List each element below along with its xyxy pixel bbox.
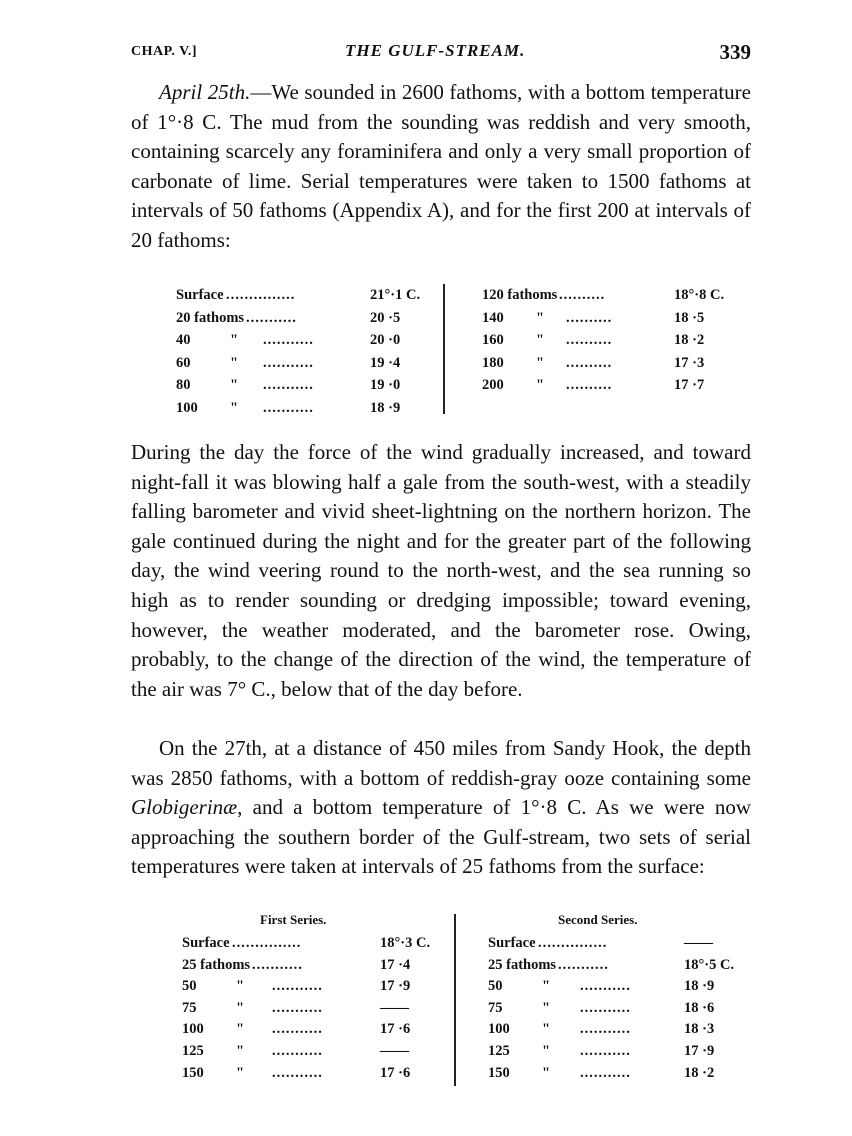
ditto-mark: " (542, 1021, 551, 1038)
ditto-mark: " (236, 999, 245, 1016)
leader-dots: .......... (566, 309, 613, 326)
ditto-mark: " (236, 978, 245, 995)
running-header (131, 40, 751, 66)
serial-temperature-table-2 (182, 912, 762, 1092)
leader-dots: ........... (580, 1021, 631, 1038)
page-title: THE GULF-STREAM. (345, 41, 526, 60)
ditto-mark: " (230, 377, 239, 394)
temperature-value: 18°·3 C. (380, 935, 431, 951)
leader-dots: ........... (580, 999, 631, 1016)
serial-temperature-table-1 (176, 284, 736, 420)
row-label: 200 (482, 377, 504, 394)
leader-dots: .......... (566, 377, 613, 394)
row-label: 60 (176, 354, 191, 371)
temperature-value: 18 ·9 (370, 400, 401, 416)
row-label: 120 fathoms (482, 287, 558, 303)
leader-dots: ........... (272, 1043, 323, 1059)
row-label: 100 (488, 1021, 510, 1038)
first-series-title: First Series. (260, 912, 327, 927)
leader-dots: ........... (272, 1064, 323, 1081)
leader-dots: ........... (580, 1064, 631, 1081)
leader-dots: .......... (559, 287, 606, 303)
leader-dots: ........... (246, 309, 297, 326)
leader-dots: ........... (272, 978, 323, 995)
temperature-value: 20 ·5 (370, 309, 401, 326)
ditto-mark: " (236, 1043, 245, 1059)
ditto-mark: " (536, 309, 545, 326)
temperature-value: 18 ·2 (674, 332, 705, 349)
ditto-mark: " (236, 1064, 245, 1081)
row-label: 150 (488, 1064, 510, 1081)
ditto-mark: " (542, 1043, 551, 1059)
leader-dots: ........... (272, 1021, 323, 1038)
leader-dots: ........... (558, 956, 609, 973)
leader-dots: ........... (263, 400, 314, 416)
row-label: 100 (182, 1021, 204, 1038)
leader-dots: ........... (580, 978, 631, 995)
leader-dots: ............... (226, 287, 296, 303)
column-divider (454, 914, 456, 1086)
temperature-value: 17 ·9 (380, 978, 411, 995)
species-name: Globigerinæ (131, 795, 238, 820)
row-label: 25 fathoms (182, 956, 251, 973)
column-divider (443, 284, 445, 414)
leader-dots: ........... (263, 354, 314, 371)
paragraph-text: —We sounded in 2600 fathoms, with a bottom temperature of 1°·8 C. The mud from the sounding was reddish and very smooth, containing scarcely any foraminifera and only a very small proportion of carbonate of lime. Serial temperatures were taken to 1500 fathoms at intervals of 50 fathoms (Appendix A), and for the first 200 at intervals of 20 fathoms: (131, 80, 751, 252)
ditto-mark: " (542, 1064, 551, 1081)
row-label: 50 (182, 978, 197, 995)
row-label: 20 fathoms (176, 309, 245, 326)
row-label: Surface (182, 935, 230, 951)
temperature-value: 18 ·5 (674, 309, 705, 326)
row-label: 100 (176, 400, 198, 416)
temperature-value: 17 ·3 (674, 354, 705, 371)
temperature-value: 17 ·9 (684, 1043, 715, 1059)
paragraph-text-b: , and a bottom temperature of 1°·8 C. As we were now approaching the southern border of the Gulf-stream, two sets of serial temperatures were taken at intervals of 25 fathoms from the surface: (131, 795, 751, 879)
temperature-value: 18°·8 C. (674, 287, 725, 303)
ditto-mark: " (536, 332, 545, 349)
leader-dots: ........... (252, 956, 303, 973)
temperature-value: 17 ·7 (674, 377, 705, 394)
temperature-value: 18 ·6 (684, 999, 715, 1016)
row-label: 80 (176, 377, 191, 394)
ditto-mark: " (230, 354, 239, 371)
paragraph-27th (131, 734, 751, 882)
leader-dots: ........... (263, 332, 314, 349)
row-label: 125 (488, 1043, 510, 1059)
temperature-value: —— (684, 935, 713, 951)
ditto-mark: " (536, 354, 545, 371)
temperature-value: —— (380, 1043, 409, 1059)
ditto-mark: " (542, 999, 551, 1016)
paragraph-gale (131, 438, 751, 704)
temperature-value: 18 ·3 (684, 1021, 715, 1038)
row-label: 160 (482, 332, 504, 349)
temperature-value: —— (380, 999, 409, 1016)
leader-dots: ........... (272, 999, 323, 1016)
paragraph-text-a: On the 27th, at a distance of 450 miles from Sandy Hook, the depth was 2850 fathoms, with a bottom of reddish-gray ooze containing some (131, 736, 751, 790)
row-label: 140 (482, 309, 504, 326)
page-number: 339 (719, 40, 751, 64)
ditto-mark: " (542, 978, 551, 995)
paragraph-text: During the day the force of the wind gradually increased, and toward night-fall it was blowing half a gale from the south-west, with a steadily falling barometer and vivid sheet-lightning on the northern horizon. The gale continued during the night and for the greater part of the following day, the wind veering round to the north-west, and the sea running so high as to render sounding or dredging impossible; toward evening, however, the weather moderated, and the barometer rose. Owing, probably, to the change of the direction of the wind, the temperature of the air was 7° C., below that of the day before. (131, 440, 751, 701)
temperature-value: 21°·1 C. (370, 287, 421, 303)
date-heading: April 25th. (159, 80, 251, 104)
leader-dots: .......... (566, 354, 613, 371)
temperature-value: 17 ·4 (380, 956, 411, 973)
ditto-mark: " (230, 400, 239, 416)
row-label: 125 (182, 1043, 204, 1059)
temperature-value: 18 ·2 (684, 1064, 715, 1081)
row-label: 180 (482, 354, 504, 371)
row-label: 150 (182, 1064, 204, 1081)
temperature-value: 18°·5 C. (684, 956, 735, 973)
temperature-value: 17 ·6 (380, 1064, 411, 1081)
temperature-value: 19 ·4 (370, 354, 401, 371)
leader-dots: ........... (580, 1043, 631, 1059)
row-label: 75 (182, 999, 197, 1016)
temperature-value: 20 ·0 (370, 332, 401, 349)
row-label: 75 (488, 999, 503, 1016)
second-series-title: Second Series. (558, 912, 638, 927)
row-label: Surface (176, 287, 224, 303)
temperature-value: 18 ·9 (684, 978, 715, 995)
temperature-value: 17 ·6 (380, 1021, 411, 1038)
paragraph-april-25 (131, 78, 751, 256)
row-label: 40 (176, 332, 191, 349)
leader-dots: ............... (538, 935, 608, 951)
leader-dots: .......... (566, 332, 613, 349)
row-label: 50 (488, 978, 503, 995)
temperature-value: 19 ·0 (370, 377, 401, 394)
chapter-label: CHAP. V.] (131, 44, 198, 59)
row-label: Surface (488, 935, 536, 951)
leader-dots: ............... (232, 935, 302, 951)
ditto-mark: " (230, 332, 239, 349)
row-label: 25 fathoms (488, 956, 557, 973)
ditto-mark: " (536, 377, 545, 394)
ditto-mark: " (236, 1021, 245, 1038)
leader-dots: ........... (263, 377, 314, 394)
